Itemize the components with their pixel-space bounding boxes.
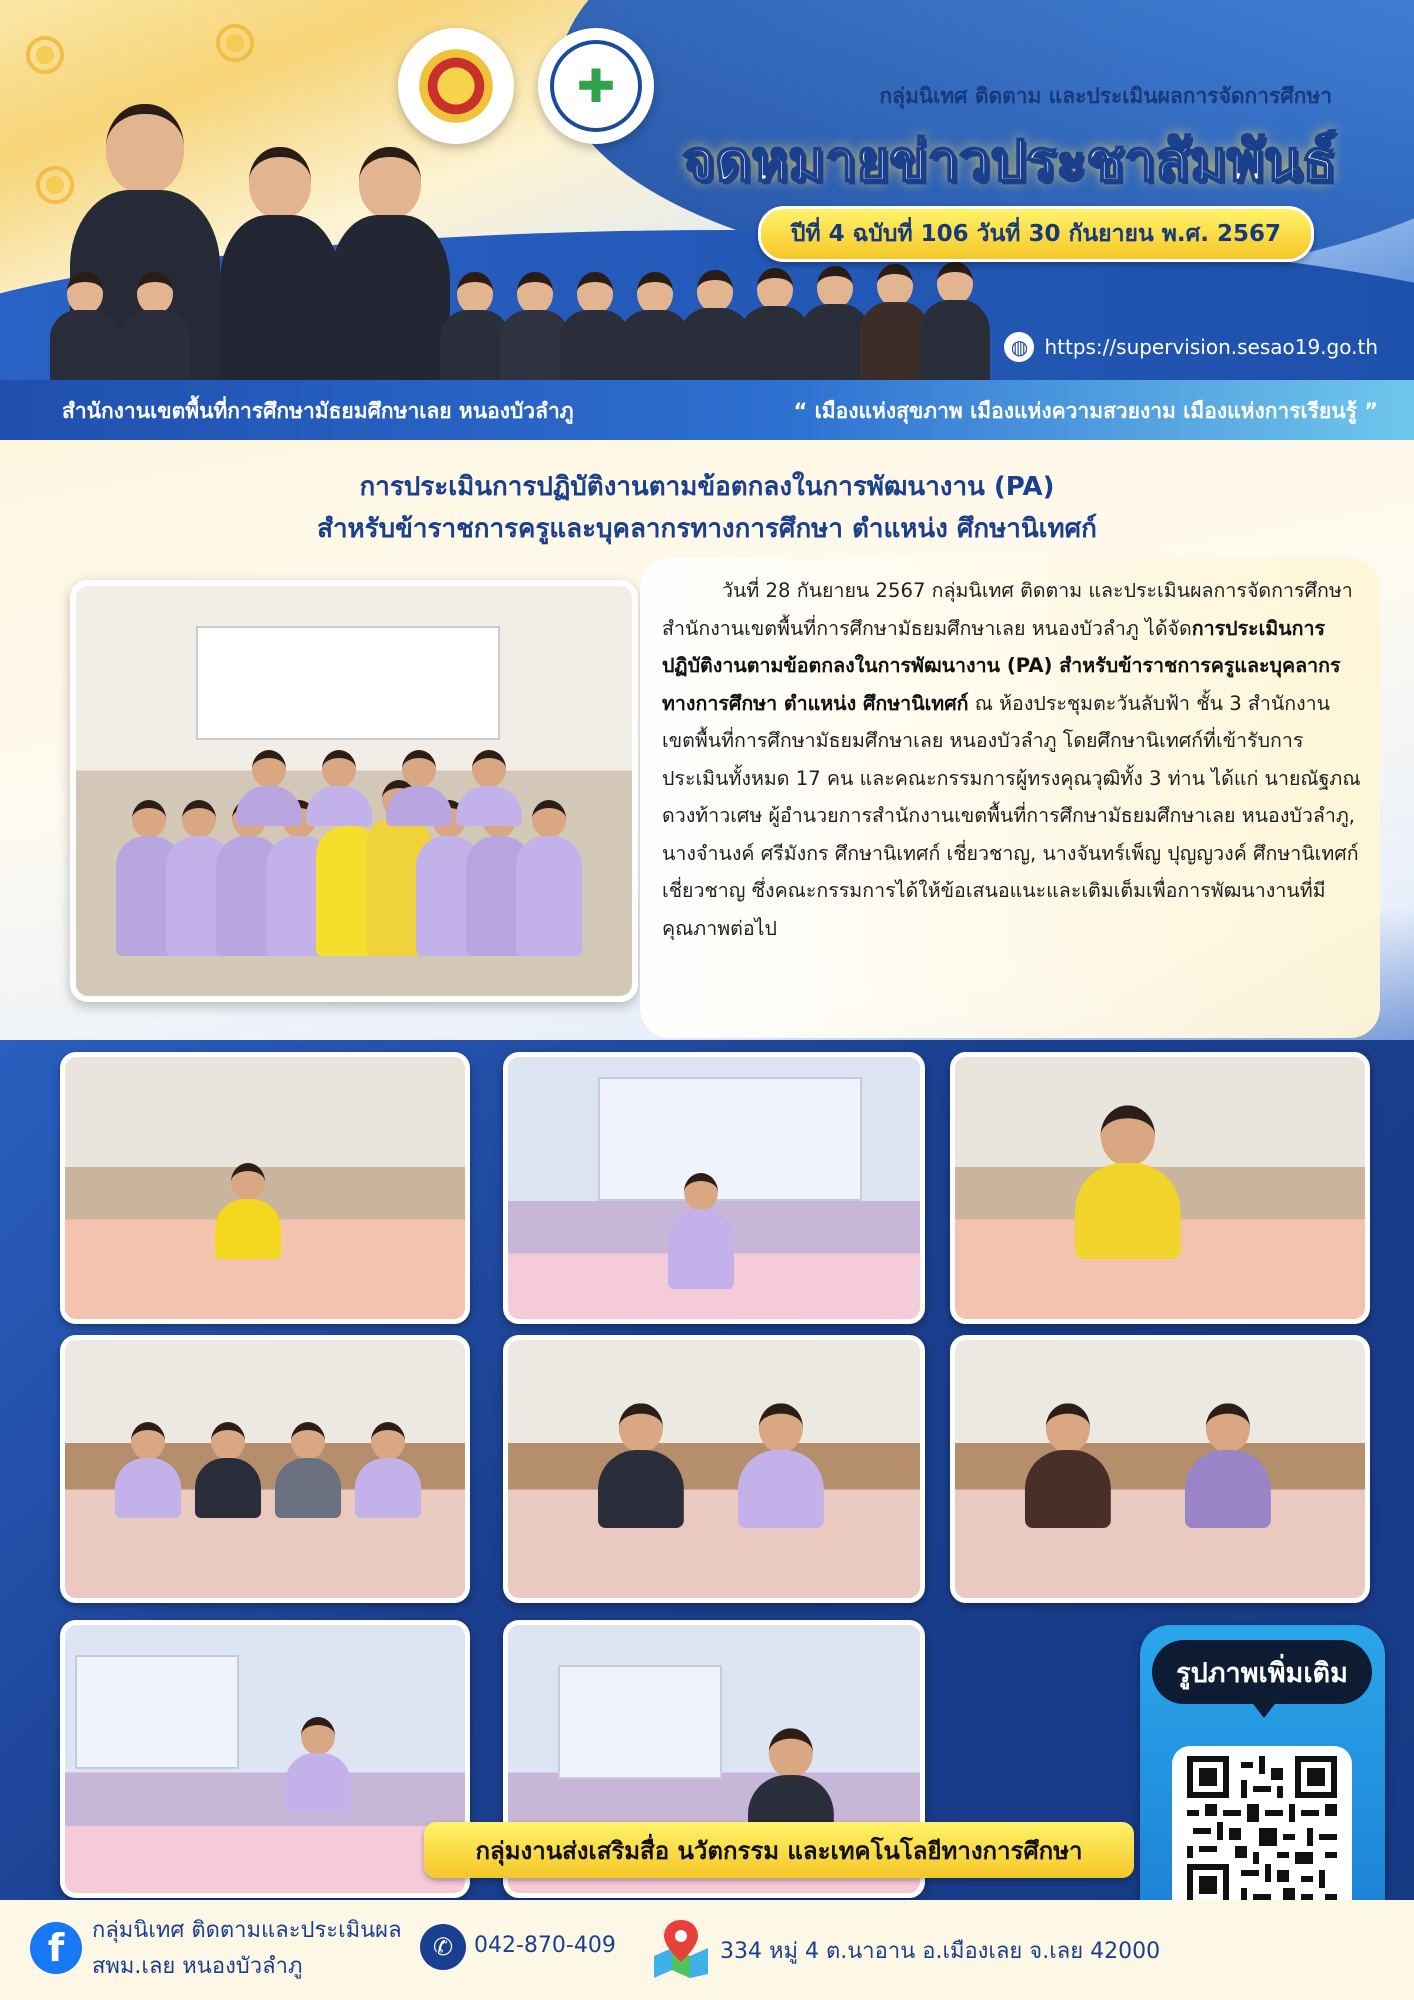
map-pin-icon [650, 1916, 712, 1982]
gallery-photo [950, 1052, 1370, 1324]
website-url[interactable]: https://supervision.sesao19.go.th [1044, 335, 1378, 359]
staff-member [920, 262, 990, 380]
office-address: 334 หมู่ 4 ต.นาอาน อ.เมืองเลย จ.เลย 42000 [720, 1939, 1161, 1964]
office-arrows-logo-icon: ✚ [550, 40, 642, 132]
projector-screen [196, 626, 500, 740]
department-title: กลุ่มนิเทศ ติดตาม และประเมินผลการจัดการศึกษา [879, 84, 1332, 108]
issue-badge [758, 206, 1314, 262]
ministry-logo [398, 28, 514, 144]
website-link[interactable] [1004, 332, 1378, 362]
office-slogan: “ เมืองแห่งสุขภาพ เมืองแห่งความสวยงาม เมืองแห่งการเรียนรู้ ” [793, 399, 1378, 423]
more-photos-label[interactable]: รูปภาพเพิ่มเติม [1152, 1640, 1372, 1704]
staff-member [220, 147, 340, 380]
group-banner [424, 1822, 1134, 1878]
group-banner-text: กลุ่มงานส่งเสริมสื่อ นวัตกรรม และเทคโนโลยีทางการศึกษา [475, 1836, 1083, 1865]
staff-member [330, 147, 450, 380]
article-headline: การประเมินการปฏิบัติงานตามข้อตกลงในการพัฒนางาน (PA) [359, 472, 1055, 502]
phone-number[interactable]: 042-870-409 [474, 1933, 616, 1958]
issue-text: ปีที่ 4 ฉบับที่ 106 วันที่ 30 กันยายน พ.ศ. 2567 [790, 221, 1281, 247]
facebook-page-name[interactable]: กลุ่มนิเทศ ติดตามและประเมินผล [92, 1918, 402, 1943]
gallery-photo [503, 1335, 925, 1603]
gallery-photo [60, 1335, 470, 1603]
facebook-icon[interactable]: f [30, 1922, 82, 1974]
newsletter-header [0, 0, 1414, 380]
phone-icon: ✆ [420, 1924, 466, 1970]
facebook-page-org[interactable]: สพม.เลย หนองบัวลำภู [92, 1954, 303, 1979]
gallery-photo [503, 1052, 925, 1324]
staff-member [50, 272, 120, 380]
qr-code-icon [1187, 1756, 1337, 1906]
article-subheadline: สำหรับข้าราชการครูและบุคลากรทางการศึกษา ตำแหน่ง ศึกษานิเทศก์ [317, 514, 1097, 544]
globe-icon: ◍ [1004, 332, 1034, 362]
gallery-photo [60, 1052, 470, 1324]
ministry-emblem-icon [413, 43, 499, 129]
qr-code[interactable] [1172, 1746, 1352, 1916]
speech-tail [1250, 1700, 1278, 1718]
office-logo [538, 28, 654, 144]
photo-people [116, 736, 586, 976]
newsletter-title: จดหมายข่าวประชาสัมพันธ์ [681, 129, 1336, 194]
group-photo [70, 580, 638, 1002]
gallery-photo [60, 1620, 470, 1898]
article-body-details: ณ ห้องประชุมตะวันลับฟ้า ชั้น 3 สำนักงานเขตพื้นที่การศึกษามัธยมศึกษาเลย หนองบัวลำภู โดยศึกษานิเทศก์ที่เข้ารับการประเมินทั้งหมด 17 คน และคณะกรรมการผู้ทรงคุณวุฒิทั้ง 3 ท่าน ได้แก่ นายณัฐภณ ดวงท้าวเศษ ผู้อำนวยการสำนักงานเขตพื้นที่การศึกษามัธยมศึกษาเลย หนองบัวลำภู, นางจำนงค์ ศรีมังกร ศึกษานิเทศก์ เชี่ยวชาญ, นางจันทร์เพ็ญ ปุญญวงค์ ศึกษานิเทศก์เชี่ยวชาญ ซึ่งคณะกรรมการได้ให้ข้อเสนอแนะและเติมเต็มเพื่อการพัฒนางานที่มีคุณภาพต่อไป [662, 691, 1361, 940]
article-body-intro: วันที่ 28 กันยายน 2567 กลุ่มนิเทศ ติดตาม และประเมินผลการจัดการศึกษา สำนักงานเขตพื้นที่การศึกษามัธยมศึกษาเลย หนองบัวลำภู ได้จัด [662, 579, 1353, 640]
article-body [662, 572, 1362, 947]
article-body-highlight: การประเมินการปฏิบัติงานตามข้อตกลงในการพัฒนางาน (PA) สำหรับข้าราชการครูและบุคลากรทางการศึกษา ตำแหน่ง ศึกษานิเทศก์ [662, 616, 1341, 715]
staff-member [120, 272, 190, 380]
office-name: สำนักงานเขตพื้นที่การศึกษามัธยมศึกษาเลย หนองบัวลำภู [62, 399, 574, 423]
gallery-photo [950, 1335, 1370, 1603]
